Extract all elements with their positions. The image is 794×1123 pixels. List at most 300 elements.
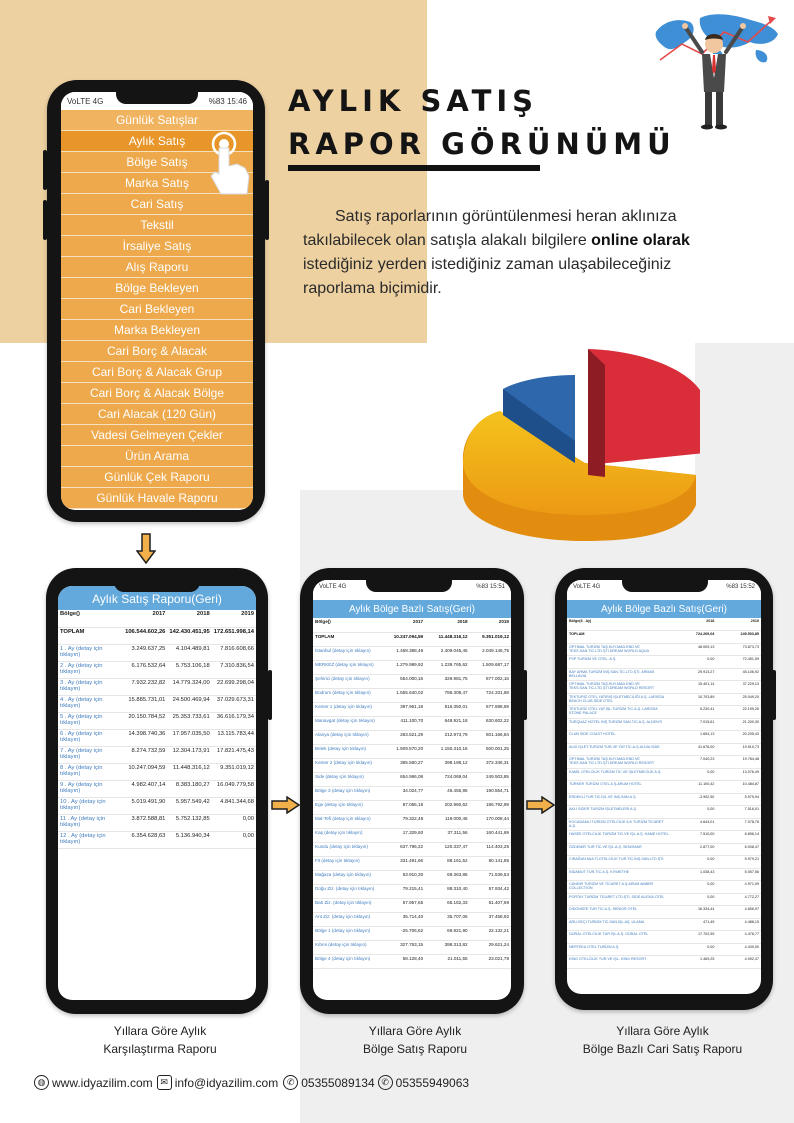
description-text-end: istediğiniz yerden istediğiniz zaman ulaşabileceğiniz raporlama biçimidir. [303,256,672,297]
table-cell-value: 1.468.388,46 [380,646,425,660]
table-cell-name: Bölge() [58,610,123,627]
description-text: Satış raporlarının görüntülenmesi heran aklınıza takılabilecek olan satışla alakalı bilgilere [303,208,677,249]
table-cell-value: 21.200,30 [716,718,761,731]
table-row[interactable] [567,843,761,856]
table-cell-name[interactable]: Kaş (detay için tıklayın) [313,828,380,842]
table-row[interactable] [313,646,511,660]
table-row[interactable] [313,870,511,884]
table-cell-value: 25.049,20 [716,693,761,706]
table-cell-value: 9.351.019,12 [470,632,511,646]
description-paragraph [303,205,743,301]
globe-icon: ◍ [34,1075,49,1090]
menu-item[interactable]: Tekstil [61,215,253,236]
table-row[interactable] [567,881,761,894]
report-2-header[interactable]: Aylık Bölge Bazlı Satış(Geri) [313,600,511,618]
table-cell-name[interactable]: NERTEKA OTEL TURİZM A.Ş. [567,943,672,956]
caption-line: Karşılaştırma Raporu [103,1042,217,1056]
table-cell-value: 372.346,31 [470,758,511,772]
table-cell-value: 80.141,85 [470,856,511,870]
email-link[interactable]: info@idyazilim.com [174,1075,279,1090]
table-cell-value: 398.198,12 [425,758,469,772]
businessman-world-map-icon [652,8,782,133]
table-cell-value: 20.205,43 [716,731,761,744]
table-cell-name[interactable]: MERKEZ (detay için tıklayın) [313,660,380,674]
table-cell-name[interactable]: OPTIMAL TURİZM TAŞ.KUY.MAD.END.VE TEKS.SAN.TİC.LTD.ŞTİ.DREAM WORLD RESORT [567,681,672,694]
table-cell-name[interactable]: ERDEKLİ TUR.TİC.İŞL.VE İNŞ.SAN.A.Ş. [567,793,672,806]
menu-item[interactable]: İrsaliye Satış [61,236,253,257]
menu-item[interactable]: Cari Bekleyen [61,299,253,320]
table-cell-value: 724.269,04 [672,631,717,644]
table-cell-value: 79.322,48 [380,814,425,828]
table-cell-value: 57.934,42 [470,884,511,898]
table-cell-name[interactable]: 7 . Ay (detay için tıklayın) [58,746,123,763]
table-cell-value: 10.247.094,59 [380,632,425,646]
table-cell-value: 22.699.298,04 [212,678,256,695]
table-cell-value: 11.448.316,12 [425,632,469,646]
table-cell-name[interactable]: CLUB SİDE COAST HOTEL [567,731,672,744]
table-cell-value: 71.539,53 [470,870,511,884]
table-cell-name[interactable]: Şehirici (detay için tıklayın) [313,674,380,688]
table-cell-value: 4.430,00 [716,943,761,956]
table-row[interactable] [313,744,511,758]
table-cell-value: 7.015,61 [672,718,717,731]
table-cell-name: TOPLAM [313,632,380,646]
table-row[interactable] [313,842,511,856]
table-cell-value: 120.337,47 [425,842,469,856]
table-row[interactable] [313,898,511,912]
table-cell-value: 58.128,40 [380,954,425,968]
menu-item[interactable]: Bölge Satış [61,152,253,173]
table-cell-value: 73.873,73 [716,643,761,656]
menu-item[interactable]: Alış Raporu [61,257,253,278]
phone-notch [622,580,708,592]
table-cell-value: 4.982.407,14 [123,780,167,797]
phone-number-1[interactable]: 05355089134 [301,1075,375,1090]
menu-item[interactable]: Marka Bekleyen [61,320,253,341]
table-cell-name[interactable]: Bölge 3 (detay için tıklayın) [313,786,380,800]
table-cell-name[interactable]: 2 . Ay (detay için tıklayın) [58,661,123,678]
table-cell-value: 14.398.740,36 [123,729,167,746]
table-cell-name[interactable]: HASEE OTELCİLİK TURİZM TİC.VE İŞL.A.Ş. HAME HOTEL [567,831,672,844]
caption-line: Yıllara Göre Aylık [616,1024,709,1038]
table-row[interactable] [58,712,256,729]
table-header-row [313,618,511,632]
table-cell-value: -3.902,50 [672,793,717,806]
table-cell-value: 677.698,69 [470,702,511,716]
table-row[interactable] [58,678,256,695]
table-cell-value: 202.960,62 [425,800,469,814]
table-row[interactable] [58,729,256,746]
menu-item[interactable]: Cari Satış [61,194,253,215]
table-row[interactable] [567,831,761,844]
table-row[interactable] [313,800,511,814]
caption-line: Bölge Bazlı Cari Satış Raporu [582,1042,743,1056]
table-row[interactable] [58,644,256,661]
pie-chart-illustration [455,345,700,545]
menu-item[interactable]: Cari Alacak (120 Gün) [61,404,253,425]
table-cell-name[interactable]: 3 . Ay (detay için tıklayın) [58,678,123,695]
table-cell-name[interactable]: Kıbrıs (detay için tıklayın) [313,940,380,954]
table-cell-value: 13.115.783,44 [212,729,256,746]
menu-item[interactable]: Günlük Satışlar [61,110,253,131]
table-row[interactable] [313,940,511,954]
table-cell-name[interactable]: FSP TURİZM VE OTEL. A.Ş. [567,656,672,669]
table-cell-value: 17.957.035,50 [167,729,211,746]
table-row[interactable] [313,660,511,674]
table-cell-value: 7.510,00 [672,831,717,844]
table-cell-name[interactable]: 8 . Ay (detay için tıklayın) [58,763,123,780]
table-total-row [58,627,256,644]
table-cell-value: 22.199,26 [716,706,761,719]
table-cell-value: 5.019.491,90 [123,797,167,814]
menu-item[interactable]: Günlük Çek Raporu [61,467,253,488]
status-time: %83 15:52 [726,584,755,590]
table-cell-value: 0,00 [672,881,717,894]
title-underline [288,165,540,171]
table-cell-name[interactable]: ARU-SEÇİ TURİZM TİC.SAN.İŞL.AŞ. ULAMA [567,918,672,931]
table-cell-value: 25.353.733,61 [167,712,211,729]
table-cell-value: 22.132,21 [470,926,511,940]
table-cell-name[interactable]: 9 . Ay (detay için tıklayın) [58,780,123,797]
table-cell-name[interactable]: Belek (detay için tıklayın) [313,744,380,758]
table-cell-value: 7.816.608,66 [212,644,256,661]
table-cell-name[interactable]: ALDİ İŞLET.TURİZM TUR.VE YAT.TİC.A.Ş.ALDİA SİDE [567,743,672,756]
table-cell-name[interactable]: Bodrum (detay için tıklayın) [313,688,380,702]
table-cell-value: 69.921,90 [425,926,469,940]
table-row[interactable] [567,656,761,669]
table-cell-name[interactable]: Doğu Ziz. (detay için tıklayın) [313,884,380,898]
table-row[interactable] [567,868,761,881]
status-time: %83 15:51 [476,584,505,590]
table-cell-value: 1.469,25 [672,956,717,969]
table-row[interactable] [567,918,761,931]
phone-notch [114,580,200,592]
table-row[interactable] [58,831,256,848]
table-cell-value: 4.841.344,68 [212,797,256,814]
table-cell-value: 15.885.731,01 [123,695,167,712]
table-row[interactable] [313,954,511,968]
menu-item[interactable]: Günlük Havale Raporu [61,488,253,509]
table-cell-name[interactable]: Bölge 1 (detay için tıklayın) [313,926,380,940]
table-cell-value: 8.383.180,27 [167,780,211,797]
table-cell-value: 10.247.094,59 [123,763,167,780]
table-row[interactable] [567,681,761,694]
table-cell-name[interactable]: 1 . Ay (detay için tıklayın) [58,644,123,661]
table-cell-value: 72.451,59 [716,656,761,669]
table-cell-name[interactable]: AKLİ SİDER TURİZM İŞLETMELERİ A.Ş. [567,806,672,819]
menu-item[interactable]: Cari Borç & Alacak [61,341,253,362]
caption-report-2 [310,1022,520,1058]
report-1-table [58,610,256,849]
table-cell-value: 1.509.687,17 [470,660,511,674]
table-cell-value: 35.707,06 [425,912,469,926]
table-cell-name[interactable]: DİDONSEE TUR TİC A.Ş. SENIOR OTEL [567,906,672,919]
table-row[interactable] [313,828,511,842]
table-cell-name[interactable]: Batı Ziz. (detay için tıklayın) [313,898,380,912]
table-cell-name[interactable]: Manavgat (detay için tıklayın) [313,716,380,730]
table-cell-value: 172.651.998,14 [212,627,256,644]
table-cell-name[interactable]: TEKTURİZ OTEL YAT.İŞL.TURİZM TİC.A.Ş. LARISSA STONE PALACE [567,706,672,719]
table-cell-value: 786.308,47 [425,688,469,702]
table-row[interactable] [58,814,256,831]
table-row[interactable] [567,743,761,756]
phone-side-button [772,670,776,720]
menu-item[interactable]: Vadesi Gelmeyen Çekler [61,425,253,446]
table-cell-value: 0,00 [212,814,256,831]
table-cell-value: 13.076,49 [716,768,761,781]
table-row[interactable] [58,746,256,763]
table-cell-value: 4.971,09 [716,881,761,894]
table-row[interactable] [58,763,256,780]
table-cell-value: -25.706,62 [380,926,425,940]
table-cell-value: 2.049.146,75 [470,646,511,660]
table-cell-value: 327.763,15 [380,940,425,954]
table-row[interactable] [567,706,761,719]
table-row[interactable] [567,781,761,794]
table-row[interactable] [567,693,761,706]
table-cell-value: 19.510,73 [716,743,761,756]
table-cell-name[interactable]: KOCADAMLI TURİZM OTELCİLİK İLK TURİZM TİCARET A.Ş. [567,818,672,831]
table-cell-value: 329.981,75 [425,674,469,688]
table-cell-value: 190.554,71 [470,786,511,800]
table-cell-value: 4.488,15 [716,918,761,931]
table-cell-value: 0,00 [672,893,717,906]
table-total-row [313,632,511,646]
table-cell-name[interactable]: OPTIMAL TURİZM TAŞ.KUY.MAD.END.VE TEKS.SAN.TİC.LTD.ŞTİ.DREAM WORLD AQUA [567,643,672,656]
table-cell-value: 249.503,85 [470,772,511,786]
table-row[interactable] [567,768,761,781]
phone-notch [366,580,452,592]
table-row[interactable] [567,906,761,919]
table-cell-value: 15.401,14 [672,681,717,694]
table-cell-name: Bölge(8 . Ay) [567,618,672,631]
report-1-header[interactable]: Aylık Satış Raporu(Geri) [58,586,256,610]
table-cell-name[interactable]: KİNG OTELCİLİK TUR.VE İŞL. KİNG RESORT [567,956,672,969]
table-cell-value: 7.932.232,82 [123,678,167,695]
table-cell-name[interactable]: CIRAĞAN MULTİ-OTELCİLİK TUR.TİC.İNŞ.SAN.LTD.ŞTİ. [567,856,672,869]
table-cell-value: 6.896,14 [716,831,761,844]
phone-side-button [523,670,527,720]
table-row[interactable] [567,943,761,956]
table-cell-value: 88.161,52 [425,856,469,870]
table-cell-name[interactable]: KAMİL OTELCİLİK TURİZM TİC.VE İŞLETMECİLİK A.Ş. [567,768,672,781]
table-cell-name[interactable]: 5 . Ay (detay için tıklayın) [58,712,123,729]
table-row[interactable] [313,730,511,744]
table-cell-value: 0,00 [212,831,256,848]
table-cell-value: 3.872.588,81 [123,814,167,831]
table-row[interactable] [313,926,511,940]
table-cell-value: 6.354.628,63 [123,831,167,848]
table-cell-name[interactable]: İstanbul (detay için tıklayın) [313,646,380,660]
status-time: %83 15:46 [208,96,247,106]
table-row[interactable] [567,856,761,869]
table-cell-value: 51.407,69 [470,898,511,912]
table-cell-name[interactable]: Kemer 2 (detay için tıklayın) [313,758,380,772]
table-row[interactable] [58,695,256,712]
table-cell-value: 37.229,13 [716,681,761,694]
table-cell-value: 5.979,21 [716,856,761,869]
table-cell-name[interactable]: Bölge 4 (detay için tıklayın) [313,954,380,968]
description-bold-text: online olarak [591,232,690,249]
table-row[interactable] [58,780,256,797]
mail-icon: ✉ [157,1075,172,1090]
table-cell-value: 142.430.451,95 [167,627,211,644]
menu-item[interactable]: Cari Borç & Alacak Bölge [61,383,253,404]
table-cell-name[interactable]: BAY ARMA TURİZM İNŞ.SAN.TİC.LTD.ŞTİ. ARMAS BELLAVİA [567,668,672,681]
table-cell-name[interactable]: Mağaza (detay için tıklayın) [313,870,380,884]
table-cell-value: 9.351.019,12 [212,763,256,780]
table-row[interactable] [313,912,511,926]
status-network: VoLTE 4G [319,584,347,590]
table-cell-value: 654.966,08 [380,772,425,786]
table-cell-value: 500.001,25 [470,744,511,758]
table-row[interactable] [313,772,511,786]
table-cell-name[interactable]: Ant Ziz. (detay için tıklayın) [313,912,380,926]
report-phone-1-screen [58,586,256,1000]
table-cell-value: 14.779.324,00 [167,678,211,695]
hand-pointer-icon [205,128,255,200]
table-cell-value: 0,00 [672,656,717,669]
menu-item[interactable]: Marka Satış [61,173,253,194]
table-cell-name[interactable]: Side (detay için tıklayın) [313,772,380,786]
table-cell-value: 365.560,27 [380,758,425,772]
table-cell-value: 212.973,79 [425,730,469,744]
table-cell-value: 20.150.784,52 [123,712,167,729]
table-cell-value: 1.038,43 [672,868,717,881]
table-row[interactable] [567,718,761,731]
table-cell-name[interactable]: Alanya (detay için tıklayın) [313,730,380,744]
table-cell-value: 79.215,41 [380,884,425,898]
table-cell-name[interactable]: 11 . Ay (detay için tıklayın) [58,814,123,831]
table-row[interactable] [58,661,256,678]
table-cell-name[interactable]: 4 . Ay (detay için tıklayın) [58,695,123,712]
table-row[interactable] [567,643,761,656]
page-title-line-1: AYLIK SATIŞ [288,84,539,118]
table-row[interactable] [567,668,761,681]
table-row[interactable] [313,702,511,716]
table-row[interactable] [313,814,511,828]
table-cell-value: 29.913,27 [672,668,717,681]
table-cell-value: 5.230,41 [672,706,717,719]
table-cell-value: 19.784,48 [716,756,761,769]
table-cell-name[interactable]: 10 . Ay (detay için tıklayın) [58,797,123,814]
table-cell-value: 2019 [716,618,761,631]
table-cell-name[interactable]: PORTAY TURİZM TİCARET LTD.ŞTİ. SİDE ALEXIA OTEL [567,893,672,906]
phone-number-2[interactable]: 05355949063 [395,1075,470,1090]
table-cell-name[interactable]: Fit (detay için tıklayın) [313,856,380,870]
table-row[interactable] [567,756,761,769]
table-row[interactable] [567,893,761,906]
table-cell-value: 4.772,27 [716,893,761,906]
caption-line: Bölge Satış Raporu [362,1042,468,1056]
table-row[interactable] [58,797,256,814]
table-cell-value: 2.877,00 [672,843,717,856]
table-cell-name[interactable]: Kundu (detay için tıklayın) [313,842,380,856]
table-cell-value: 24.500.469,94 [167,695,211,712]
table-cell-value: 5.752.132,85 [167,814,211,831]
table-row[interactable] [313,856,511,870]
table-cell-name[interactable]: Ege (detay için tıklayın) [313,800,380,814]
table-cell-value: 0,00 [672,856,717,869]
table-row[interactable] [567,818,761,831]
table-cell-value: 4.092,37 [716,956,761,969]
table-cell-value: 2018 [672,618,717,631]
website-link[interactable]: www.idyazilim.com [52,1075,153,1090]
table-row[interactable] [567,806,761,819]
table-cell-value: 2019 [212,610,256,627]
table-row[interactable] [313,688,511,702]
table-cell-name[interactable]: Kemer 1 (detay için tıklayın) [313,702,380,716]
table-row[interactable] [567,931,761,944]
table-row[interactable] [313,786,511,800]
table-cell-value: 471,45 [672,918,717,931]
table-cell-name[interactable]: Mal-Tefi (detay için tıklayın) [313,814,380,828]
table-cell-value: 17.821.475,43 [212,746,256,763]
table-cell-value: 7.310.836,54 [212,661,256,678]
table-cell-name[interactable]: TURQUAZ HOTEL İNŞ TURİZM SAN.TİC.A.Ş. ALDEN'S [567,718,672,731]
table-row[interactable] [313,884,511,898]
table-row[interactable] [567,793,761,806]
table-cell-name: Bölge() [313,618,380,632]
report-3-header[interactable]: Aylık Bölge Bazlı Satış(Geri) [567,600,761,618]
table-cell-value: 2018 [425,618,469,632]
table-cell-name[interactable]: ÖZDEMİR TUR TİC.VE İŞL.A.Ş. SENOMAR [567,843,672,856]
table-cell-value: 37.029.673,31 [212,695,256,712]
table-cell-value: 724.069,04 [425,772,469,786]
arrow-right-icon [526,796,556,814]
table-cell-name[interactable]: GÜRAL OTELCİLİK TUR İŞL A.Ş. GÜRAL OTEL [567,931,672,944]
table-cell-value: 516.350,01 [425,702,469,716]
menu-item[interactable]: Cari Borç & Alacak Grup [61,362,253,383]
table-row[interactable] [313,674,511,688]
table-cell-value: 0,00 [672,768,717,781]
table-cell-value: 2017 [380,618,425,632]
table-cell-value: 45.106,92 [716,668,761,681]
table-row[interactable] [313,716,511,730]
table-cell-name[interactable]: OPTIMAL TURİZM TAŞ.KUY.MAD.END.VE TEKS.SAN.TİC.LTD.ŞTİ.DREAM WORLD RESORT [567,756,672,769]
table-cell-value: 119.000,46 [425,814,469,828]
menu-item[interactable]: Aylık Satış [61,131,253,152]
table-cell-value: 17.702,55 [672,931,717,944]
table-row[interactable] [567,956,761,969]
table-cell-value: 5.057,56 [716,868,761,881]
menu-item[interactable]: Ürün Arama [61,446,253,467]
report-phone-2-screen [313,580,511,1000]
table-cell-name[interactable]: İNDAMUT TUR.TİC.A.Ş. KİYMETHE [567,868,672,881]
table-cell-value: 69.363,86 [425,870,469,884]
table-cell-value: 5.957.549,42 [167,797,211,814]
table-row[interactable] [313,758,511,772]
table-cell-name[interactable]: TEKTURİZ OTEL YATIRIŞ İŞLETMECİLİĞİ A.Ş. LARISSA BEACH CLUB SİDE OTEL [567,693,672,706]
table-cell-value: 10.484,87 [716,781,761,794]
menu-item[interactable]: Bölge Bekleyen [61,278,253,299]
table-header-row [567,618,761,631]
table-cell-name[interactable]: 6 . Ay (detay için tıklayın) [58,729,123,746]
table-cell-name: TOPLAM [58,627,123,644]
report-2-table [313,618,511,969]
table-cell-name[interactable]: TURKER TURİZM OTEL A.Ş.ARUM HOTEL [567,781,672,794]
table-cell-value: 5.753.106,18 [167,661,211,678]
table-cell-value: 7.040,23 [672,756,717,769]
table-cell-name[interactable]: 12 . Ay (detay için tıklayın) [58,831,123,848]
table-row[interactable] [567,731,761,744]
table-cell-value: 4.656,97 [716,906,761,919]
table-cell-value: 11.448.316,12 [167,763,211,780]
table-cell-value: 1.279.989,92 [380,660,425,674]
table-cell-name[interactable]: CANDİR TURİZM VE TİCARET A.Ş.ARUM AMBER COLLECTION [567,881,672,894]
table-cell-value: 1.509.570,20 [380,744,425,758]
table-cell-value: 0,00 [672,943,717,956]
